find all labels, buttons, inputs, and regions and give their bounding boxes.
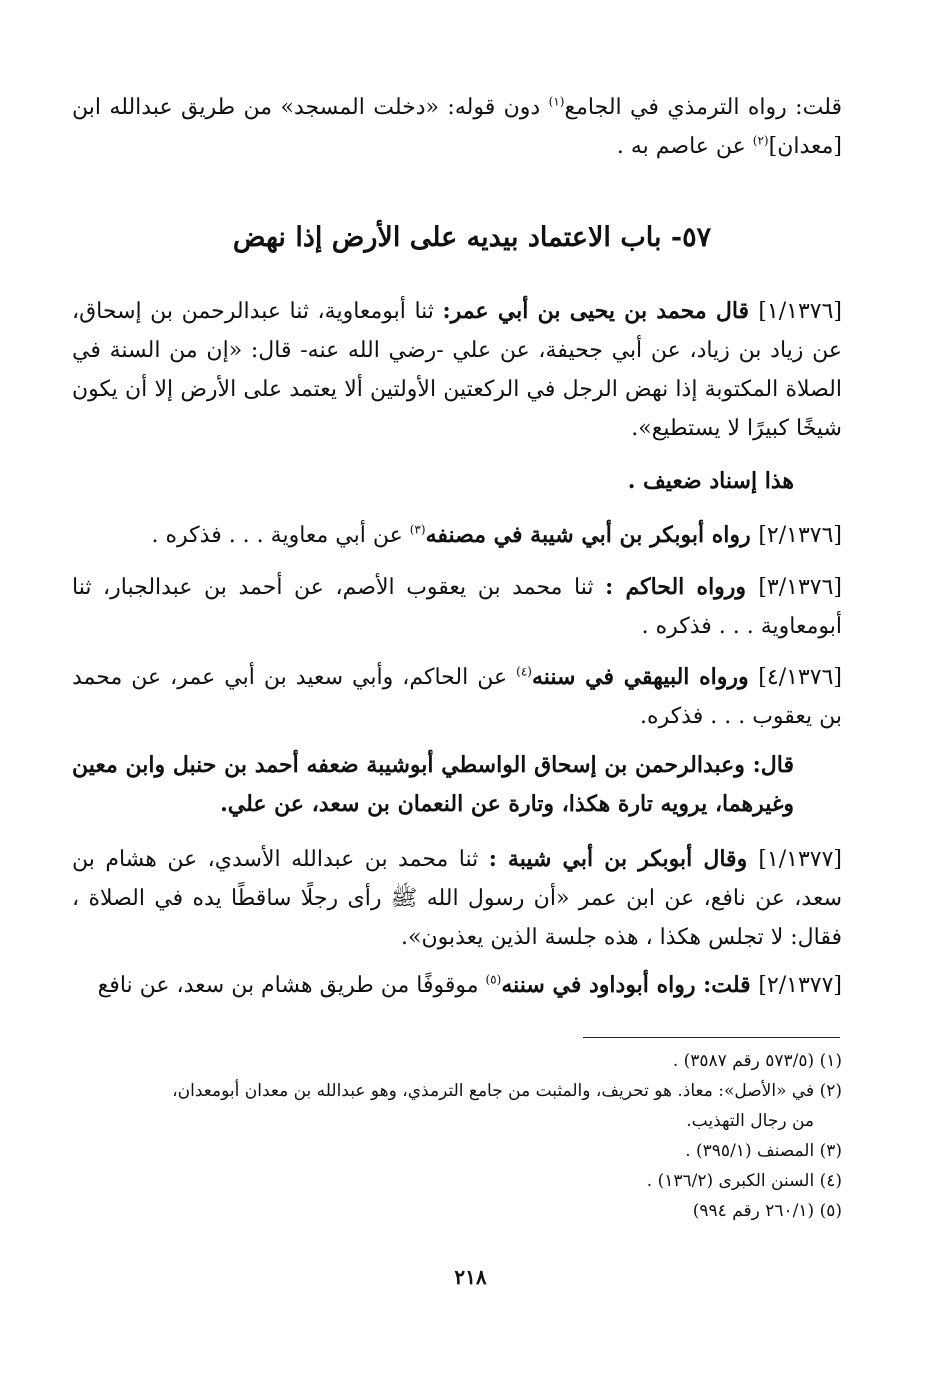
hadith-text: عن أبي معاوية . . . فذكره . xyxy=(151,523,410,548)
chapter-heading: ٥٧- باب الاعتماد بيديه على الأرض إذا نهض xyxy=(232,222,712,253)
intro-text-b: دون قوله: «دخلت المسجد» من طريق عبدالله ابن [معدان] xyxy=(72,95,842,159)
hadith-text: ثنا أبومعاوية، ثنا عبدالرحمن بن إسحاق، عن زياد بن زياد، عن أبي جحيفة، عن علي -رضي الله عنه- قال: «إن من السنة في الصلاة المكتوبة إذا نهض الرجل في الركعتين الأولتين ألا يعتمد على الأرض إلا أن يكون شيخًا كبيرًا لا يستطيع». xyxy=(72,299,842,441)
hadith-lead: ورواه الحاكم : xyxy=(605,574,759,600)
hadith-1376-3 xyxy=(72,568,842,646)
footnote-3: (٣) المصنف (٣٩٥/١) . xyxy=(685,1141,842,1161)
hadith-1376-1 xyxy=(72,292,842,448)
footnote-5: (٥) (٢٦٠/١ رقم ٩٩٤) xyxy=(692,1201,842,1221)
footnote-ref-1: (١) xyxy=(548,94,565,109)
hadith-1376-4 xyxy=(72,658,842,736)
footnote-4: (٤) السنن الكبرى (١٣٦/٢) . xyxy=(646,1171,842,1191)
commentary-text: قال: وعبدالرحمن بن إسحاق الواسطي أبوشيبة ضعفه أحمد بن حنبل وابن معين وغيرهما، يرويه تارة هكذا، وتارة عن النعمان بن سعد، عن علي. xyxy=(72,752,794,817)
footnote-ref-2: (٢) xyxy=(752,133,769,148)
footnote-divider xyxy=(583,1037,840,1038)
hadith-lead: قال محمد بن يحيى بن أبي عمر: xyxy=(442,298,759,324)
footnote-1: (١) (٥٧٣/٥ رقم ٣٥٨٧) . xyxy=(672,1051,842,1071)
intro-text-a: قلت: رواه الترمذي في الجامع xyxy=(564,95,842,120)
hadith-lead: رواه أبوبكر بن أبي شيبة في مصنفه xyxy=(425,522,759,548)
intro-paragraph xyxy=(72,88,842,166)
hadith-text: ثنا محمد بن يعقوب الأصم، عن أحمد بن عبدالجبار، ثنا أبومعاوية . . . فذكره . xyxy=(72,575,842,639)
hadith-text: عن الحاكم، وأبي سعيد بن أبي عمر، عن محمد بن يعقوب . . . فذكره. xyxy=(72,665,842,729)
hadith-number: [٣/١٣٧٦] xyxy=(758,575,842,600)
footnote-2-continued: من رجال التهذيب. xyxy=(686,1111,814,1131)
hadith-lead: ورواه البيهقي في سننه xyxy=(531,664,759,690)
footnote-ref-3: (٣) xyxy=(409,522,426,537)
footnote-2: (٢) في «الأصل»: معاذ. هو تحريف، والمثبت من جامع الترمذي، وهو عبدالله بن معدان أبومعدان، xyxy=(172,1081,842,1101)
hadith-text: ثنا محمد بن عبدالله الأسدي، عن هشام بن سعد، عن نافع، عن ابن عمر «أن رسول الله ﷺ رأى رجلًا ساقطًا يده في الصلاة ، فقال: لا تجلس هكذا ، هذه جلسة الذين يعذبون». xyxy=(72,847,842,950)
grading-text: هذا إسناد ضعيف . xyxy=(627,468,794,494)
hadith-number: [٤/١٣٧٦] xyxy=(758,665,842,690)
commentary-paragraph xyxy=(72,746,842,824)
hadith-1377-1 xyxy=(72,840,842,957)
footnote-ref-4: (٤) xyxy=(516,664,532,679)
grading-note xyxy=(72,462,842,501)
hadith-number: [١/١٣٧٦] xyxy=(758,299,842,324)
hadith-lead: وقال أبوبكر بن أبي شيبة : xyxy=(488,846,759,872)
hadith-lead: قلت: رواه أبوداود في سننه xyxy=(501,972,759,998)
hadith-number: [٢/١٣٧٦] xyxy=(758,523,842,548)
hadith-1376-2 xyxy=(72,516,842,555)
hadith-1377-2 xyxy=(72,966,842,1005)
footnote-ref-5: (٥) xyxy=(485,972,502,987)
hadith-number: [١/١٣٧٧] xyxy=(758,847,842,872)
page-number: ٢١٨ xyxy=(454,1265,487,1289)
hadith-number: [٢/١٣٧٧] xyxy=(758,973,842,998)
hadith-text: موقوفًا من طريق هشام بن سعد، عن نافع xyxy=(97,973,486,998)
intro-text-c: عن عاصم به . xyxy=(616,134,753,159)
footnotes xyxy=(72,1046,842,1226)
